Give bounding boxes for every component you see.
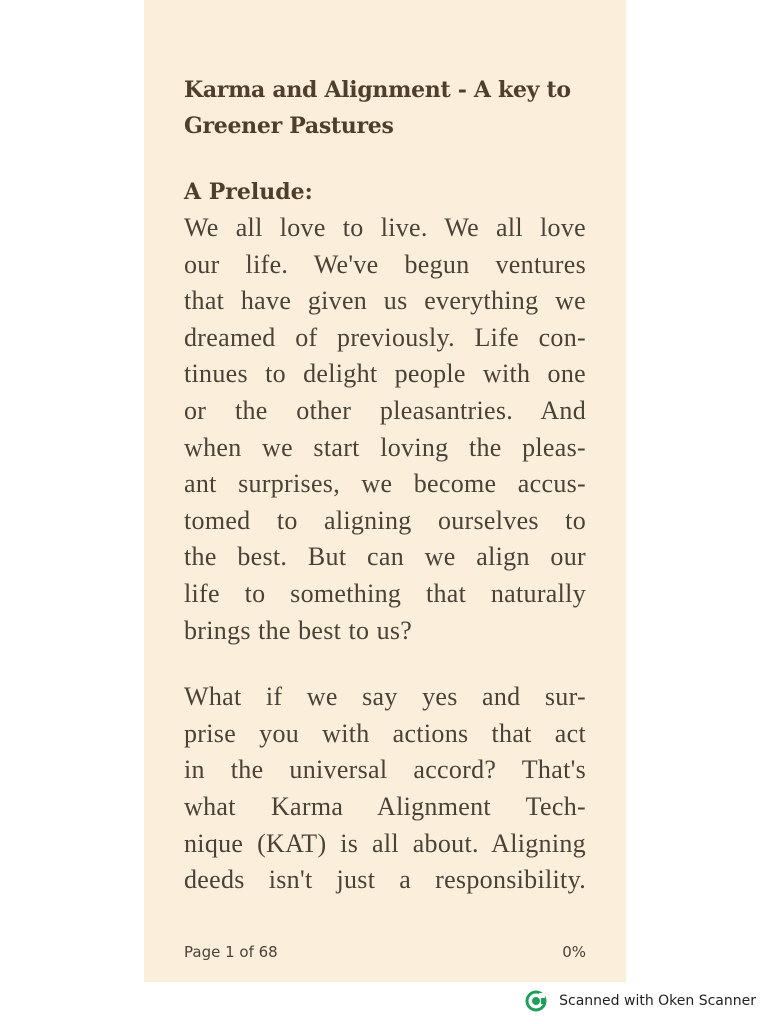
section-heading: A Prelude: xyxy=(184,179,313,205)
chapter-title-line: Greener Pastures xyxy=(184,113,394,139)
text-line: ant surprises, we become accus- xyxy=(184,469,586,499)
scanner-watermark xyxy=(525,990,756,1012)
text-line: in the universal accord? That's xyxy=(184,755,586,785)
paragraph-1 xyxy=(184,210,586,649)
oken-scanner-logo-icon xyxy=(525,990,547,1012)
chapter-title-line: Karma and Alignment - A key to xyxy=(184,77,571,103)
text-line: tinues to delight people with one xyxy=(184,359,586,389)
text-line: prise you with actions that act xyxy=(184,718,586,748)
text-line: when we start loving the pleas- xyxy=(184,432,586,462)
text-line: that have given us everything we xyxy=(184,286,586,316)
text-line: or the other pleasantries. And xyxy=(184,395,586,425)
reading-progress: 0% xyxy=(562,943,586,961)
text-line: brings the best to us? xyxy=(184,615,413,645)
text-line: deeds isn't just a responsibility. xyxy=(184,865,586,895)
text-line: the best. But can we align our xyxy=(184,542,586,572)
paragraph-2 xyxy=(184,679,586,899)
reader-page xyxy=(144,0,626,982)
text-line: life to something that naturally xyxy=(184,578,586,608)
chapter-title xyxy=(184,72,586,144)
text-line: our life. We've begun ventures xyxy=(184,249,586,279)
text-line: dreamed of previously. Life con- xyxy=(184,322,586,352)
page-content xyxy=(184,72,586,899)
text-line: tomed to aligning ourselves to xyxy=(184,505,586,535)
text-line: nique (KAT) is all about. Aligning xyxy=(184,828,586,858)
text-line: We all love to live. We all love xyxy=(184,213,586,242)
page-indicator: Page 1 of 68 xyxy=(184,943,278,961)
text-line: what Karma Alignment Tech- xyxy=(184,791,586,821)
scanner-watermark-text: Scanned with Oken Scanner xyxy=(559,993,756,1009)
text-line: What if we say yes and sur- xyxy=(184,682,586,712)
